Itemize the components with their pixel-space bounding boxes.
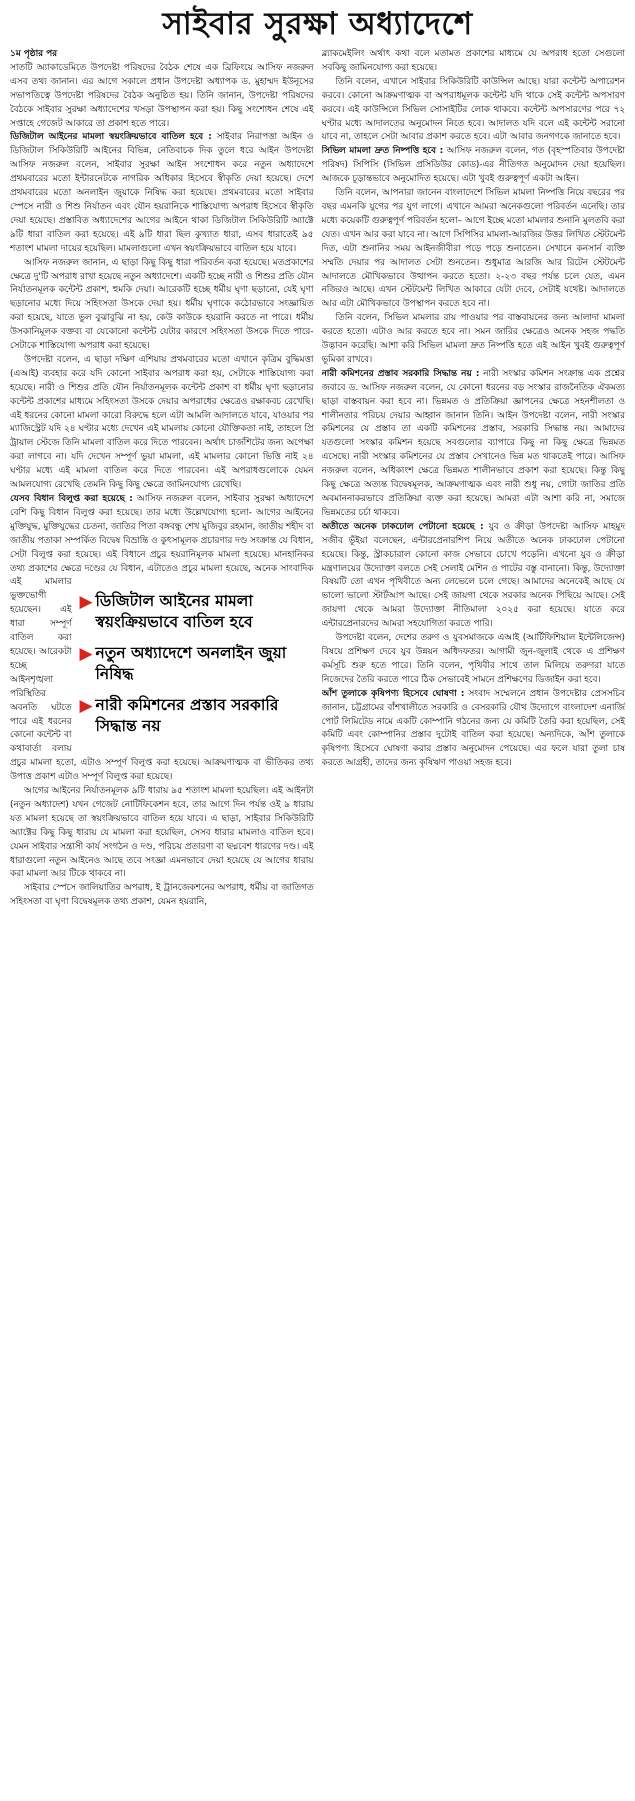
paragraph [322, 76, 626, 146]
paragraph [322, 688, 626, 771]
paragraph-text: সংবাদ সম্মেলনে প্রধান উপদেষ্টার প্রেসসচিব জানান, চট্টগ্রামের বাঁশখালীতে সরকারি ও বেসরকারি যৌথ উদ্যোগে বাংলাদেশ এনার্জি পোর্ট লিমিটেড নামে একটি কোম্পানি গঠনের জন্য যে কমিটি তৈরি করা হয়েছিল, সেই কমিটি এবং কোম্পানির প্রস্তাব দুটোই বাতিল করা হয়েছে। অন্যদিকে, আঁশ তুলাকে কৃষিপণ্য হিসেবে ঘোষণা করার প্রস্তাব অনুমোদন পেয়েছে। এর ফলে যারা তুলা চাষ করতে আগ্রহী, তাদের জন্য কৃষিঋণ পাওয়া সহজ হবে। [321, 688, 625, 769]
continuation-label: ১ম পৃষ্ঠার পর [10, 49, 58, 59]
headline: সাইবার সুরক্ষা অধ্যাদেশে [162, 6, 473, 42]
pull-quote-box [80, 591, 314, 747]
paragraph-text: যুব ও ক্রীড়া উপদেষ্টা আসিফ মাহমুদ সজীব ভূঁইয়া বলেছেন, এন্টারপ্রেনারশিপ নিয়ে অতীতে অনেক ঢাকঢোল পেটানো হয়েছে। কিন্তু, স্ট্রাকচারাল কোনো কাজ সেভাবে চোখে পড়েনি। এখনো যুব ও ক্রীড়া মন্ত্রণালয়ের উদ্যোক্তা বলতে সেই সেলাই মেশিন ও পাটের বস্তু বানানো। কিন্তু, উদ্যোক্তা বিষয়টি তো এখন পৃথিবীতে অন্য লেভেলে চলে গেছে। আমাদের অনেকেই আছে যে ভালো ভালো স্টার্টআপ আছে। সেই জায়গা থেকে সরকার অনেক পিছিয়ে আছে। সেই জায়গা থেকে আমরা উদ্যোক্তা নীতিমালা ২০২৫ করা হয়েছে। যাতে করে এন্টারপ্রেনারদের আমরা সহযোগিতা করতে পারি। [321, 521, 625, 630]
paragraph-text: আসিফ নজরুল বলেন, সাইবার সুরক্ষা অধ্যাদেশে বেশি কিছু বিধান বিলুপ্ত করা হয়েছে। তার মধ্যে উল্লেখযোগ্য হলো- আগের আইনের মুক্তিযুদ্ধ, মুক্তিযুদ্ধের চেতনা, জাতির পিতা বঙ্গবন্ধু শেখ মুজিবুর রহমান, জাতীয় শহীদ বা জাতীয় পতাকা সম্পর্কিত বিদ্বেষ বিভ্রান্তি ও কুৎসামূলক প্রচারণার দণ্ড সংক্রান্ত যে বিধান, সেটা বিলুপ্ত করা হয়েছে। এই বিধানে প্রচুর হয়রানিমূলক মামলা হয়েছে। মানহানিকর তথ্য প্রকাশের ক্ষেত্রে দণ্ডের যে বিধান, এটাতেও প্রচুর মামলা হয়েছে, অনেক সাংবাদিক এই মামলার ভুক্তভোগী হয়েছেন। এই ধারা সম্পূর্ণ বাতিল করা হয়েছে। আরেকটা হচ্ছে আইনশৃঙ্খলা পরিস্থিতির অবনতি ঘটতে পারে এই ধরনের কোনো কন্টেন্ট বা কথাবার্তা বলায় প্রচুর মামলা হতো, এটাও সম্পূর্ণ বিলুপ্ত করা হয়েছে। আক্রমণাত্মক বা ভীতিকর তথ্য উপাত্ত প্রকাশ এটাও সম্পূর্ণ বিলুপ্ত করা হয়েছে। [10, 494, 314, 783]
paragraph [322, 187, 626, 312]
paragraph-text: আসিফ নজরুল জানান, এ ছাড়া কিছু কিছু ধারা পরিবর্তন করা হয়েছে। মতপ্রকাশের ক্ষেত্রে দু'টি অপরাধ রাখা হয়েছে নতুন অধ্যাদেশে। একটি হচ্ছে নারী ও শিশুর প্রতি যৌন নির্যাতনমূলক কন্টেন্ট প্রকাশ, হুমকি দেয়া। আরেকটি হচ্ছে ধর্মীয় ঘৃণা ছড়ানো, যেই ঘৃণা ছড়ানোর মধ্যে দিয়ে সহিংসতা উসকে দেয়া হয়। ধর্মীয় ঘৃণাকে কঠোরভাবে সংজ্ঞায়িত করা হয়েছে, যাতে ভুল বুঝাবুঝি না হয়, কেউ কাউকে হয়রানি করতে না পারে। ধর্মীয় উসকানিমূলক বক্তব্য বা যেকোনো কন্টেন্ট যেটার কারণে সহিংসতা উসকে দিতে পারে- সেটাকে শাস্তিযোগ্য অপরাধ করা হয়েছে। [10, 257, 314, 352]
pull-quote [80, 643, 314, 685]
pull-quote-text: নতুন অধ্যাদেশে অনলাইন জুয়া নিষিদ্ধ [95, 643, 287, 683]
paragraph [10, 354, 314, 493]
paragraph-text: উপদেষ্টা বলেন, এ ছাড়া দক্ষিণ এশিয়ায় প্রথমবারের মতো এখানে কৃত্রিম বুদ্ধিমত্তা (এআই) ব্যবহার করে যদি কোনো সাইবার অপরাধ করা হয়, সেটাকে শাস্তিযোগ্য করা হয়েছে। নারী ও শিশুর প্রতি যৌন নির্যাতনমূলক কন্টেন্ট প্রকাশ বা ধর্মীয় ঘৃণা ছড়ানোর কন্টেন্ট প্রকাশের মাধ্যমে সহিংসতা উসকে দেয়ার অপরাধের ক্ষেত্রেও রক্ষাকবচ রেখেছি। এই ধরনের কোনো মামলা কারো বিরুদ্ধে হলে এটা আমলি আদালতে যাবে, যাওয়ার পর ম্যাজিস্ট্রেট যদি ২৪ ঘণ্টার মধ্যে দেখেন এই মামলায় কোনো যৌক্তিকতা নাই, তাহলে প্রি ট্রায়াল স্টেজে তিনি মামলা বাতিল করে দিতে পারবেন। অর্থাৎ চার্জশিটের জন্য অপেক্ষা করা লাগবে না। যদি দেখেন সম্পূর্ণ ভুয়া মামলা, এই মামলার কোনো ভিত্তি নাই ২৪ ঘণ্টার মধ্যে এই মামলা বাতিল করে দিতে পারবেন। এই অপরাধগুলোকে যেমন আমলযোগ্য রেখেছি তেমনি কিছু কিছু ক্ষেত্রে জামিনযোগ্য রেখেছি। [10, 354, 314, 491]
paragraph [10, 62, 314, 132]
paragraph [10, 131, 314, 256]
paragraph-text: উপদেষ্টা বলেন, দেশের তরুণ ও যুবসমাজকে এআই (আর্টিফিশিয়াল ইন্টেলিজেন্স) বিষয়ে প্রশিক্ষণ দেবে যুব উন্নয়ন অধিদফতর। আগামী জুন-জুলাই থেকে এ প্রশিক্ষণ কর্মসূচি শুরু হতে পারে। তিনি বলেন, পৃথিবীর সাথে তাল মিলিয়ে তরুণরা যাতে নিজেদের তৈরি করতে পারে ঠিক সেভাবেই সামনে প্রশিক্ষণের ডিজাইন করা হবে। [321, 633, 625, 685]
paragraph [10, 257, 314, 354]
pull-quote [80, 591, 314, 633]
paragraph [322, 521, 626, 632]
subheading: যেসব বিধান বিলুপ্ত করা হয়েছে : [10, 494, 133, 504]
pull-quote [80, 695, 314, 737]
paragraph [322, 368, 626, 521]
paragraph-text: তিনি বলেন, এখানে সাইবার সিকিউরিটি কাউন্সিল আছে। যারা কন্টেন্ট অপারেশন করবে। কোনো আক্রমণাত্মক বা অপরাধমূলক কন্টেন্ট যদি থাকে সেই কন্টেন্ট অপসারণ করবে। এই কাউন্সিলে সিভিল সোসাইটির লোক থাকবে। কন্টেন্ট অপসারণের পরে ৭২ ঘণ্টার মধ্যে আদালতের অনুমোদন নিতে হবে। আদালত যদি বলে এই কন্টেন্ট সরানো যাবে না, তাহলে সেটা আবার প্রকাশ করতে হবে। এটা আবার জনগণকে জানাতে হবে। [321, 76, 625, 143]
pull-quote-text: নারী কমিশনের প্রস্তাব সরকারি সিদ্ধান্ত নয় [95, 695, 279, 735]
paragraph [10, 785, 314, 882]
paragraph [322, 312, 626, 368]
paragraph-text: সাইবার নিরাপত্তা আইন ও ডিজিটাল সিকিউরিটি আইনের বিভিন্ন, নেতিবাচক দিক তুলে ধরে আইন উপদেষ্টা আসিফ নজরুল বলেন, সাইবার সুরক্ষা আইন সংশোধন করে নতুন অধ্যাদেশে প্রথমবারের মতো ইন্টারনেটকে নাগরিক অধিকার হিসেবে স্বীকৃতি দেয়া হয়েছে। দেশে প্রথমবারের মতো অনলাইন জুয়াকে নিষিদ্ধ করা হয়েছে। প্রথমবারের মতো সাইবার স্পেসে নারী ও শিশু নির্যাতন এবং যৌন হয়রানিকে শাস্তিযোগ্য অপরাধ হিসেবে স্বীকৃতি দেয়া হয়েছে। প্রস্তাবিত অধ্যাদেশের আগের আইনে থাকা ডিজিটাল সিকিউরিটি অ্যাক্টে ৯টি ধারা বাতিল করা হয়েছে। এই ৯টি ধারা ছিল কুখ্যাত ধারা, এসব ধারাতেই ৯৫ শতাংশ মামলা দায়ের হয়েছিল। মামলাগুলো এখন স্বয়ংক্রিয়ভাবে বাতিল হয়ে যাবে। [10, 132, 314, 254]
paragraph [322, 48, 626, 76]
pull-quote-text: ডিজিটাল আইনের মামলা স্বয়ংক্রিয়ভাবে বাতিল হবে [95, 591, 253, 631]
subheading: ডিজিটাল আইনের মামলা স্বয়ংক্রিয়ভাবে বাতিল হবে : [10, 132, 212, 143]
left-column [10, 48, 314, 1793]
right-column [322, 48, 626, 1793]
paragraph-text: আগের আইনের নির্যাতনমূলক ৯টি ধারায় ৯৫ শতাংশ মামলা হয়েছিল। এই আইনটা (নতুন অধ্যাদেশ) যখন গেজেট নোটিফিকেশন হবে, তার আগে দিন পর্যন্ত ওই ৯ ধারায় যত মামলা হয়েছে তা স্বয়ংক্রিয়ভাবে বাতিল হয়ে যাবে। এ ছাড়া, সাইবার সিকিউরিটি অ্যাক্টের কিছু কিছু ধারায় যে মামলা করা হয়েছিল, সেসব ধারার মামলাও বাতিল হবে। যেমন সাইবার সন্ত্রাসী কার্য সংগঠন ও দণ্ড, পরিচয় প্রতারণা বা ছদ্মবেশ ধারণের দণ্ড। এই ধারাগুলো নতুন আইনেও আছে তবে সংজ্ঞা এমনভাবে দেয়া হয়েছে যে আগের ধারায় করা মামলা আর টিকে থাকবে না। [10, 786, 314, 880]
paragraph-text: সাতটি অ্যাকাডেমিতে উপদেষ্টা পরিষদের বৈঠক শেষে এক ব্রিফিংয়ে আসিফ নজরুল এসব তথ্য জানান। এর আগে সকালে প্রধান উপদেষ্টা অধ্যাপক ড. মুহাম্মদ ইউনূসের সভাপতিত্বে উপদেষ্টা পরিষদের বৈঠক অনুষ্ঠিত হয়। তিনি জানান, উপদেষ্টা পরিষদের বৈঠকে সাইবার সুরক্ষা অধ্যাদেশের খসড়া উপস্থাপন করা হয়। কিছু সংশোধন শেষে এই সপ্তাহে গেজেট আকারে তা প্রকাশ হতে পারে। [10, 62, 314, 129]
paragraph [10, 882, 314, 910]
paragraph [322, 145, 626, 187]
red-arrow-icon: ▶ [79, 591, 93, 612]
paragraph [322, 632, 626, 688]
subheading: অতীতে অনেক ঢাকঢোল পেটানো হয়েছে : [321, 521, 484, 532]
paragraph-text: নারী সংস্কার কমিশন সংক্রান্ত এক প্রশ্নের জবাবে ড. আসিফ নজরুল বলেন, যে কোনো ধরনের বড় সংস্কার রাজনৈতিক ঐকমত্য ছাড়া বাস্তবায়ন করা হবে না। ভিন্নমত ও প্রতিক্রিয়া জ্ঞাপনের ক্ষেত্রে সহনশীলতা ও শালীনতার পরিচয় দেয়ার আহ্বান জানান তিনি। আইন উপদেষ্টা বলেন, নারী সংস্কার কমিশনের যে প্রস্তাব তা একটি কমিশনের প্রস্তাব, সরকারি সিদ্ধান্ত নয়। আমাদের যতগুলো সংস্কার কমিশন হয়েছে সবগুলোর ব্যাপারে কিছু না কিছু ক্ষেত্রে ভিন্নমত এসেছে। নারী সংস্কার কমিশনের যে প্রস্তাব সেখানেও ভিন্ন মত থাকতেই পারে। আসিফ নজরুল বলেন, অধিকাংশ ক্ষেত্রে ভিন্নমত শালীনভাবে প্রকাশ করা হয়েছে। কিন্তু কিছু কিছু ক্ষেত্রে অত্যন্ত বিদ্বেষমূলক, আক্রমণাত্মক এবং নারী শুধু নয়, গোটা জাতির প্রতি অবমাননাকরভাবে প্রতিক্রিয়া ব্যক্ত করা হয়েছে। আমরা এটা আশা করি না, সমাজে ভিন্নমতের চর্চা থাকবে। [321, 368, 625, 518]
red-arrow-icon: ▶ [79, 695, 93, 716]
paragraph-text: তিনি বলেন, আপনারা জানেন বাংলাদেশে সিভিল মামলা নিষ্পত্তি নিয়ে বছরের পর বছর এমনকি যুগের পর যুগ লাগে। এখানে আমরা অনেকগুলো পরিবর্তন এনেছি। তার মধ্যে কয়েকটি গুরুত্বপূর্ণ পরিবর্তন হলো– আগে ইচ্ছে মতো মামলার শুনানি মুলতবি করা যেত। এখন আর করা যাবে না। আগে সিপিসির মামলা-আরজির উত্তর লিখিত স্টেটমেন্ট দিত, এটা শুনানির সময় আইনজীবীরা পড়ে পড়ে শুনাতেন। সেখানে কনসার্ন ব্যক্তি সম্মতি দেয়ার পর আদালত সেটা শুনতেন। শুধুমাত্র আরজি আর রিটেন স্টেটমেন্ট আদালতে মৌখিকভাবে উত্থাপন করতে হতো। ২-২৩ বছর পর্যন্ত চলে যেত, এমন নজিরও আছে। এখন স্টেটমেন্ট লিখিত আকারে যেটা দেবে, সেটাই যথেষ্ট। আদালতে আর এটা মৌখিকভাবে উপস্থাপন করতে হবে না। [321, 188, 625, 310]
subheading: আঁশ তুলাকে কৃষিপণ্য হিসেবে ঘোষণা : [321, 688, 465, 699]
red-arrow-icon: ▶ [79, 643, 93, 664]
article-columns [10, 48, 625, 1793]
paragraph-text: সাইবার স্পেসে জালিয়াতির অপরাধ, ই ট্রানজেকশনের অপরাধ, ধর্মীয় বা জাতিগত সহিংসতা বা ঘৃণা বিদ্বেষমূলক তথ্য প্রকাশ, যেমন হয়রানি, [10, 883, 314, 908]
paragraph-text: ব্ল্যাকমেইলিং অর্থাৎ কথা বলে মতামত প্রকাশের মাধ্যমে যে অপরাধ হতো সেগুলো সবকিছু জামিনযোগ্য করা হয়েছে। [321, 49, 625, 73]
subheading: সিভিল মামলা দ্রুত নিষ্পত্তি হবে : [321, 146, 444, 157]
paragraph-text: তিনি বলেন, সিভিল মামলার রায় পাওয়ার পর বাস্তবায়নের জন্য আলাদা মামলা করতে হতো। এটাও আর করতে হবে না। সমন জারির ক্ষেত্রেও অনেক সহজ পদ্ধতি উদ্ভাবন করেছি। আশা করি সিভিল মামলা দ্রুত নিষ্পত্তি হতে এই আইন খুবই গুরুত্বপূর্ণ ভূমিকা রাখবে। [321, 313, 625, 365]
subheading: নারী কমিশনের প্রস্তাব সরকারি সিদ্ধান্ত নয় : [321, 368, 480, 379]
paragraph-text: আসিফ নজরুল বলেন, গত (বৃহস্পতিবার উপদেষ্টা পরিষদ) সিপিসি (সিভিল প্রসিডিউর কোড)-এর নীতিগত অনুমোদন দেয়া হয়েছিল। আজকে চূড়ান্তভাবে অনুমোদিত হয়েছে। এটা খুবই গুরুত্বপূর্ণ একটা আইন। [321, 146, 625, 185]
